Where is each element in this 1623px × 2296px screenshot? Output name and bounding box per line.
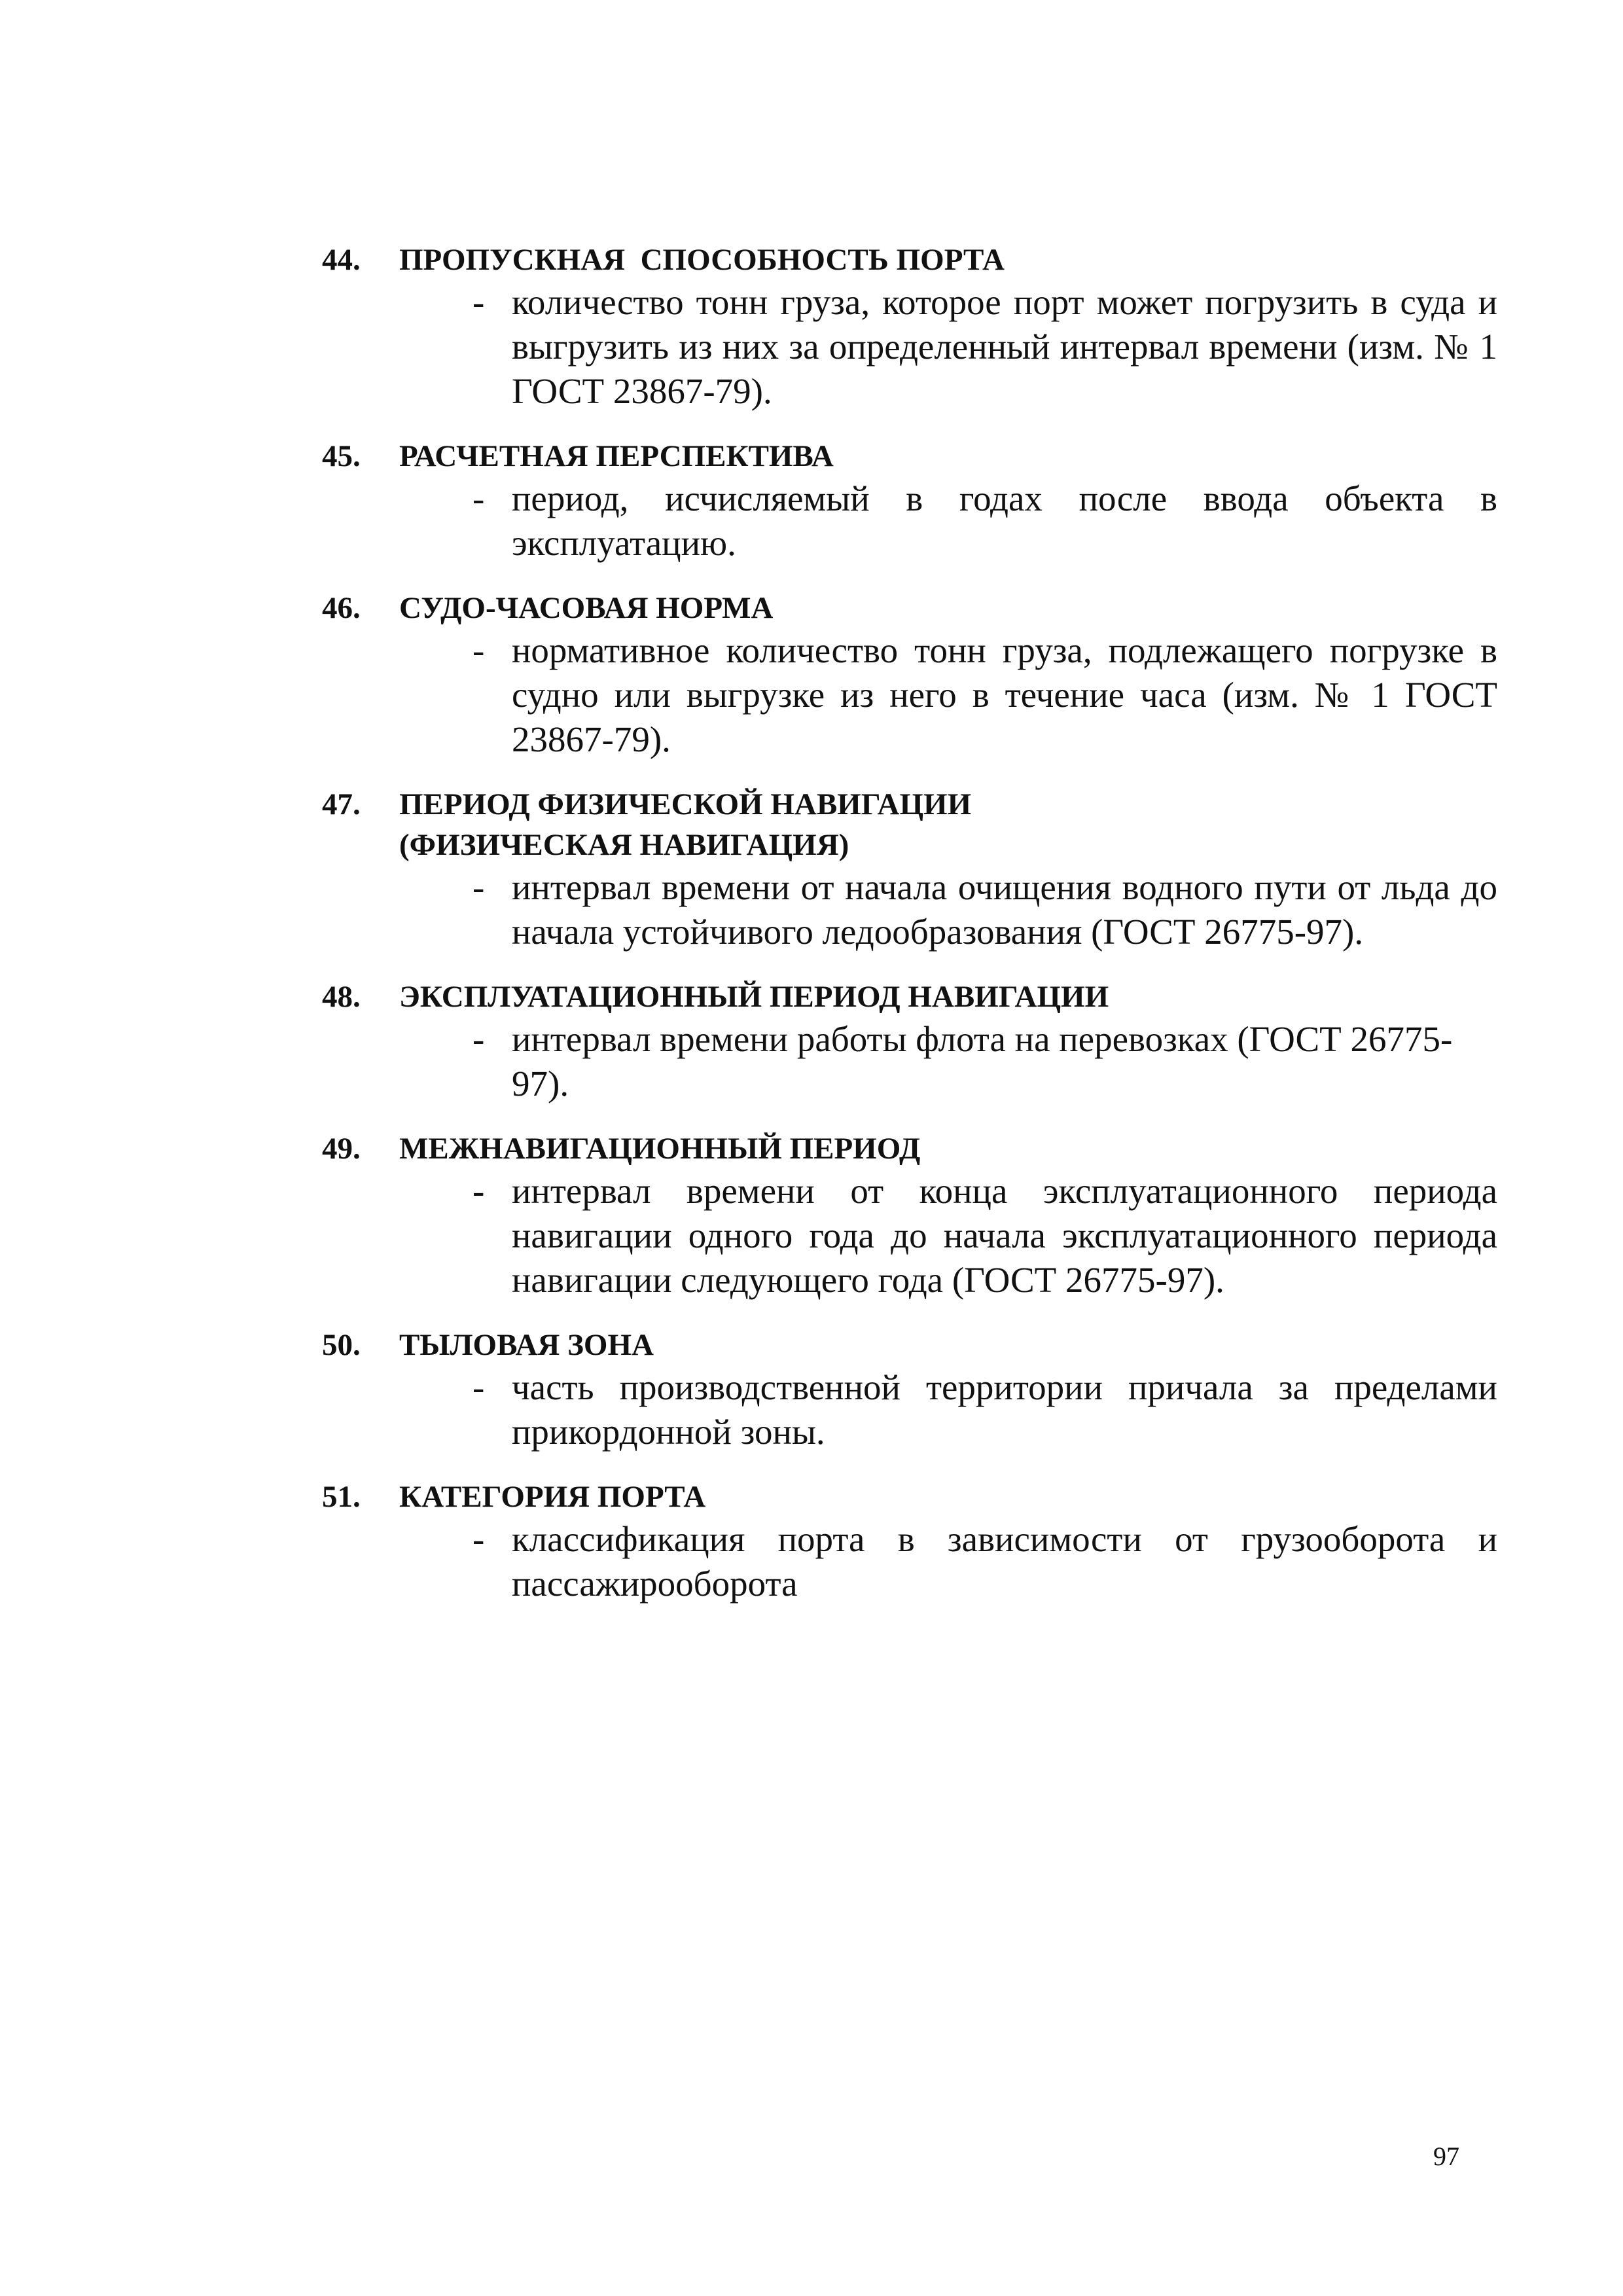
term-number: 46. (322, 591, 361, 625)
term-definition (473, 1365, 1497, 1454)
definition-text: интервал времени от начала очищения водного пути от льда до начала устойчивого ледообразования (ГОСТ 26775-97). (512, 867, 1497, 952)
definition-dash: - (473, 630, 485, 670)
term-number: 50. (322, 1328, 361, 1362)
glossary-entry-48 (322, 977, 1497, 1106)
term-definition (473, 628, 1497, 762)
definition-dash: - (473, 478, 485, 518)
definition-text: период, исчисляемый в годах после ввода объекта в эксплуатацию. (512, 478, 1497, 563)
term-heading (322, 1325, 1497, 1365)
term-title: ТЫЛОВАЯ ЗОНА (399, 1328, 654, 1362)
term-heading (322, 784, 1497, 865)
term-heading (322, 1128, 1497, 1169)
glossary-entry-47 (322, 784, 1497, 954)
term-heading (322, 436, 1497, 476)
glossary-list (322, 240, 1497, 1628)
page-number: 97 (1433, 2142, 1459, 2171)
term-title-main: ПЕРИОД ФИЗИЧЕСКОЙ НАВИГАЦИИ (399, 787, 972, 821)
definition-text: интервал времени работы флота на перевозках (ГОСТ 26775-97). (512, 1019, 1453, 1103)
term-number: 49. (322, 1132, 361, 1166)
definition-dash: - (473, 1367, 485, 1407)
definition-text: интервал времени от конца эксплуатационного периода навигации одного года до начала эксплуатационного периода навигации следующего года (ГОСТ 26775-97). (512, 1171, 1497, 1300)
glossary-entry-51 (322, 1477, 1497, 1606)
term-number: 48. (322, 980, 361, 1014)
term-number: 44. (322, 243, 361, 277)
term-definition (473, 280, 1497, 414)
term-title: МЕЖНАВИГАЦИОННЫЙ ПЕРИОД (399, 1132, 921, 1166)
term-number: 51. (322, 1480, 361, 1514)
definition-text: часть производственной территории причала за пределами прикордонной зоны. (512, 1367, 1497, 1452)
definition-dash: - (473, 1519, 485, 1559)
term-definition (473, 1017, 1497, 1106)
definition-dash: - (473, 867, 485, 907)
term-title: КАТЕГОРИЯ ПОРТА (399, 1480, 706, 1514)
term-definition (473, 865, 1497, 954)
definition-dash: - (473, 1171, 485, 1211)
term-definition (473, 476, 1497, 565)
term-number: 47. (322, 787, 361, 821)
glossary-entry-45 (322, 436, 1497, 565)
glossary-entry-46 (322, 588, 1497, 762)
definition-text: количество тонн груза, которое порт может погрузить в суда и выгрузить из них за определенный интервал времени (изм. № 1 ГОСТ 23867-79). (512, 282, 1497, 411)
definition-text: нормативное количество тонн груза, подлежащего погрузке в судно или выгрузке из него в течение часа (изм. № 1 ГОСТ 23867-79). (512, 630, 1497, 759)
term-title (399, 784, 1497, 865)
glossary-entry-44 (322, 240, 1497, 414)
term-title-alt: (ФИЗИЧЕСКАЯ НАВИГАЦИЯ) (399, 828, 849, 862)
term-title: ЭКСПЛУАТАЦИОННЫЙ ПЕРИОД НАВИГАЦИИ (399, 980, 1109, 1014)
glossary-entry-50 (322, 1325, 1497, 1454)
term-title: РАСЧЕТНАЯ ПЕРСПЕКТИВА (399, 439, 834, 473)
glossary-entry-49 (322, 1128, 1497, 1302)
term-heading (322, 588, 1497, 628)
definition-dash: - (473, 1019, 485, 1059)
term-number: 45. (322, 439, 361, 473)
term-definition (473, 1169, 1497, 1302)
definition-dash: - (473, 282, 485, 322)
term-heading (322, 977, 1497, 1017)
term-heading (322, 1477, 1497, 1517)
term-definition (473, 1517, 1497, 1606)
term-title: ПРОПУСКНАЯ СПОСОБНОСТЬ ПОРТА (399, 243, 1005, 277)
term-title: СУДО-ЧАСОВАЯ НОРМА (399, 591, 774, 625)
definition-text: классификация порта в зависимости от грузооборота и пассажирооборота (512, 1519, 1497, 1604)
term-heading (322, 240, 1497, 280)
